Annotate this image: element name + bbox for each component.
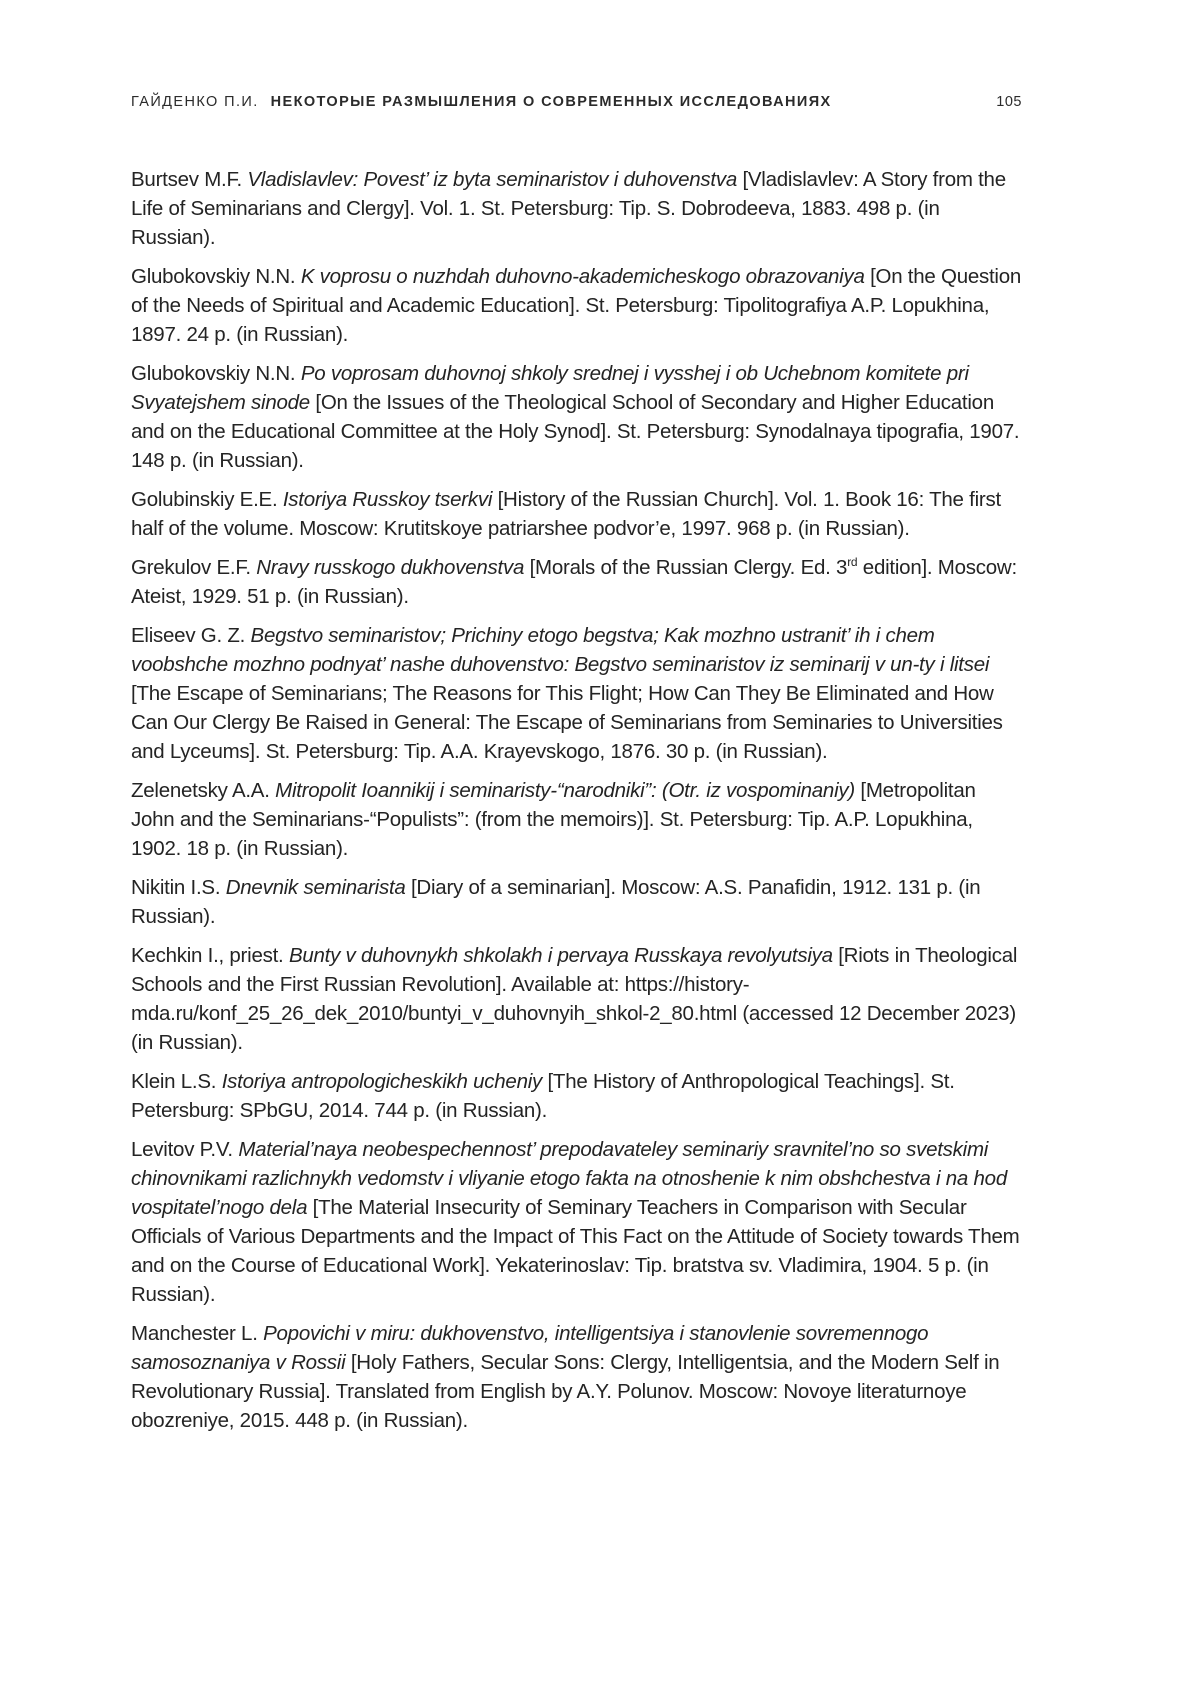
reference-entry	[131, 1135, 1022, 1309]
reference-entry	[131, 873, 1022, 931]
reference-entry	[131, 1067, 1022, 1125]
reference-text-segment: Glubokovskiy N.N.	[131, 362, 301, 385]
reference-text-segment: Levitov P.V.	[131, 1138, 239, 1161]
reference-text-segment: Po voprosam duhovnoj shkoly srednej i vysshej i ob Uchebnom komitete pri Svyatejshem sinode	[131, 362, 969, 414]
running-title: НЕКОТОРЫЕ РАЗМЫШЛЕНИЯ О СОВРЕМЕННЫХ ИССЛЕДОВАНИЯХ	[270, 94, 832, 110]
reference-text-segment: Burtsev M.F.	[131, 168, 248, 191]
reference-text-segment: Vladislavlev: Povest’ iz byta seminaristov i duhovenstva	[247, 168, 743, 191]
reference-entry	[131, 262, 1022, 349]
reference-text-segment: Nravy russkogo dukhovenstva	[256, 556, 530, 579]
reference-text-segment: Popovichi v miru: dukhovenstvo, intelligentsiya i stanovlenie sovremennogo samosoznaniya v Rossii	[131, 1322, 929, 1374]
reference-text-segment: [Holy Fathers, Secular Sons: Clergy, Intelligentsia, and the Modern Self in Revolutionary Russia]. Translated from English by A.Y. Polunov. Moscow: Novoye literaturnoye obozreniye, 2015. 448 p. (in Russian).	[131, 1351, 1000, 1432]
running-header	[131, 94, 1022, 110]
reference-entry	[131, 941, 1022, 1057]
reference-text-segment: Begstvo seminaristov; Prichiny etogo begstva; Kak mozhno ustranit’ ih i chem voobshche mozhno podnyat’ nashe duhovenstvo: Begstvo seminaristov iz seminarij v un-ty i litsei	[131, 624, 990, 676]
reference-text-segment: Material’naya neobespechennost’ prepodavateley seminariy sravnitel’no so svetskimi chinovnikami razlichnykh vedomstv i vliyanie etogo fakta na otnoshenie k nim obshchestva i na hod vospitatel’nogo dela	[131, 1138, 1007, 1219]
reference-text-segment: Nikitin I.S.	[131, 876, 226, 899]
reference-text-segment: Bunty v duhovnykh shkolakh i pervaya Russkaya revolyutsiya	[288, 944, 839, 967]
reference-text-segment: Glubokovskiy N.N.	[131, 265, 301, 288]
reference-text-segment: [Diary of a seminarian]. Moscow: A.S. Panafidin, 1912. 131 p. (in Russian).	[131, 876, 981, 928]
reference-text-segment: Kechkin I., priest.	[131, 944, 289, 967]
reference-text-segment: [The Material Insecurity of Seminary Teachers in Comparison with Secular Officials of Various Departments and the Impact of This Fact on the Attitude of Society towards Them and on the Course of Educational Work]. Yekaterinoslav: Tip. bratstva sv. Vladimira, 1904. 5 p. (in Russian).	[131, 1196, 1020, 1306]
reference-text-segment: Istoriya Russkoy tserkvi	[282, 488, 498, 511]
reference-text-segment: Grekulov E.F.	[131, 556, 257, 579]
reference-text-segment: K voprosu o nuzhdah duhovno-akademicheskogo obrazovaniya	[300, 265, 871, 288]
reference-text-segment: Golubinskiy E.E.	[131, 488, 283, 511]
running-author: ГАЙДЕНКО П.И.	[131, 94, 259, 110]
reference-text-segment: Manchester L.	[131, 1322, 264, 1345]
reference-text-segment: Zelenetsky A.A.	[131, 779, 276, 802]
reference-text-segment: [Riots in Theological Schools and the First Russian Revolution]. Available at: https://history-mda.ru/konf_25_26_dek_2010/buntyi_v_duhovnyih_shkol-2_80.html (accessed 12 December 2023) (in Russian).	[131, 944, 1018, 1054]
reference-text-segment: Dnevnik seminarista	[225, 876, 411, 899]
reference-text-segment: [History of the Russian Church]. Vol. 1. Book 16: The first half of the volume. Moscow: Krutitskoye patriarshee podvor’e, 1997. 968 p. (in Russian).	[131, 488, 1001, 540]
reference-entry	[131, 165, 1022, 252]
reference-entry	[131, 1319, 1022, 1435]
running-header-text	[131, 94, 832, 110]
reference-text-segment: [Vladislavlev: A Story from the Life of Seminarians and Clergy]. Vol. 1. St. Petersburg: Tip. S. Dobrodeeva, 1883. 498 p. (in Russian).	[131, 168, 1006, 249]
reference-text-segment: [On the Issues of the Theological School of Secondary and Higher Education and on the Educational Committee at the Holy Synod]. St. Petersburg: Synodalnaya tipografia, 1907. 148 p. (in Russian).	[131, 391, 1020, 472]
reference-entry	[131, 485, 1022, 543]
reference-text-segment: [On the Question of the Needs of Spiritual and Academic Education]. St. Petersburg: Tipolitografiya A.P. Lopukhina, 1897. 24 p. (in Russian).	[131, 265, 1022, 346]
reference-text-segment: [Morals of the Russian Clergy. Ed. 3	[529, 556, 848, 579]
reference-text-segment: Mitropolit Ioannikij i seminaristy-“narodniki”: (Otr. iz vospominaniy)	[275, 779, 861, 802]
reference-text-segment: Istoriya antropologicheskikh ucheniy	[221, 1070, 548, 1093]
reference-text-segment: Eliseev G. Z.	[131, 624, 251, 647]
reference-entry	[131, 621, 1022, 766]
reference-text-segment: rd	[847, 555, 858, 570]
reference-text-segment: [The History of Anthropological Teachings]. St. Petersburg: SPbGU, 2014. 744 p. (in Russian).	[131, 1070, 955, 1122]
reference-text-segment: Klein L.S.	[131, 1070, 222, 1093]
page-number: 105	[996, 94, 1022, 110]
reference-entry	[131, 553, 1022, 611]
reference-text-segment: [The Escape of Seminarians; The Reasons for This Flight; How Can They Be Eliminated and How Can Our Clergy Be Raised in General: The Escape of Seminarians from Seminaries to Universities and Lyceums]. St. Petersburg: Tip. A.A. Krayevskogo, 1876. 30 p. (in Russian).	[131, 682, 1003, 763]
reference-text-segment: [Metropolitan John and the Seminarians-“Populists”: (from the memoirs)]. St. Petersburg: Tip. A.P. Lopukhina, 1902. 18 p. (in Russian).	[131, 779, 976, 860]
references-list	[131, 165, 1022, 1445]
reference-entry	[131, 359, 1022, 475]
reference-entry	[131, 776, 1022, 863]
reference-text-segment: edition]. Moscow: Ateist, 1929. 51 p. (in Russian).	[131, 556, 1017, 608]
